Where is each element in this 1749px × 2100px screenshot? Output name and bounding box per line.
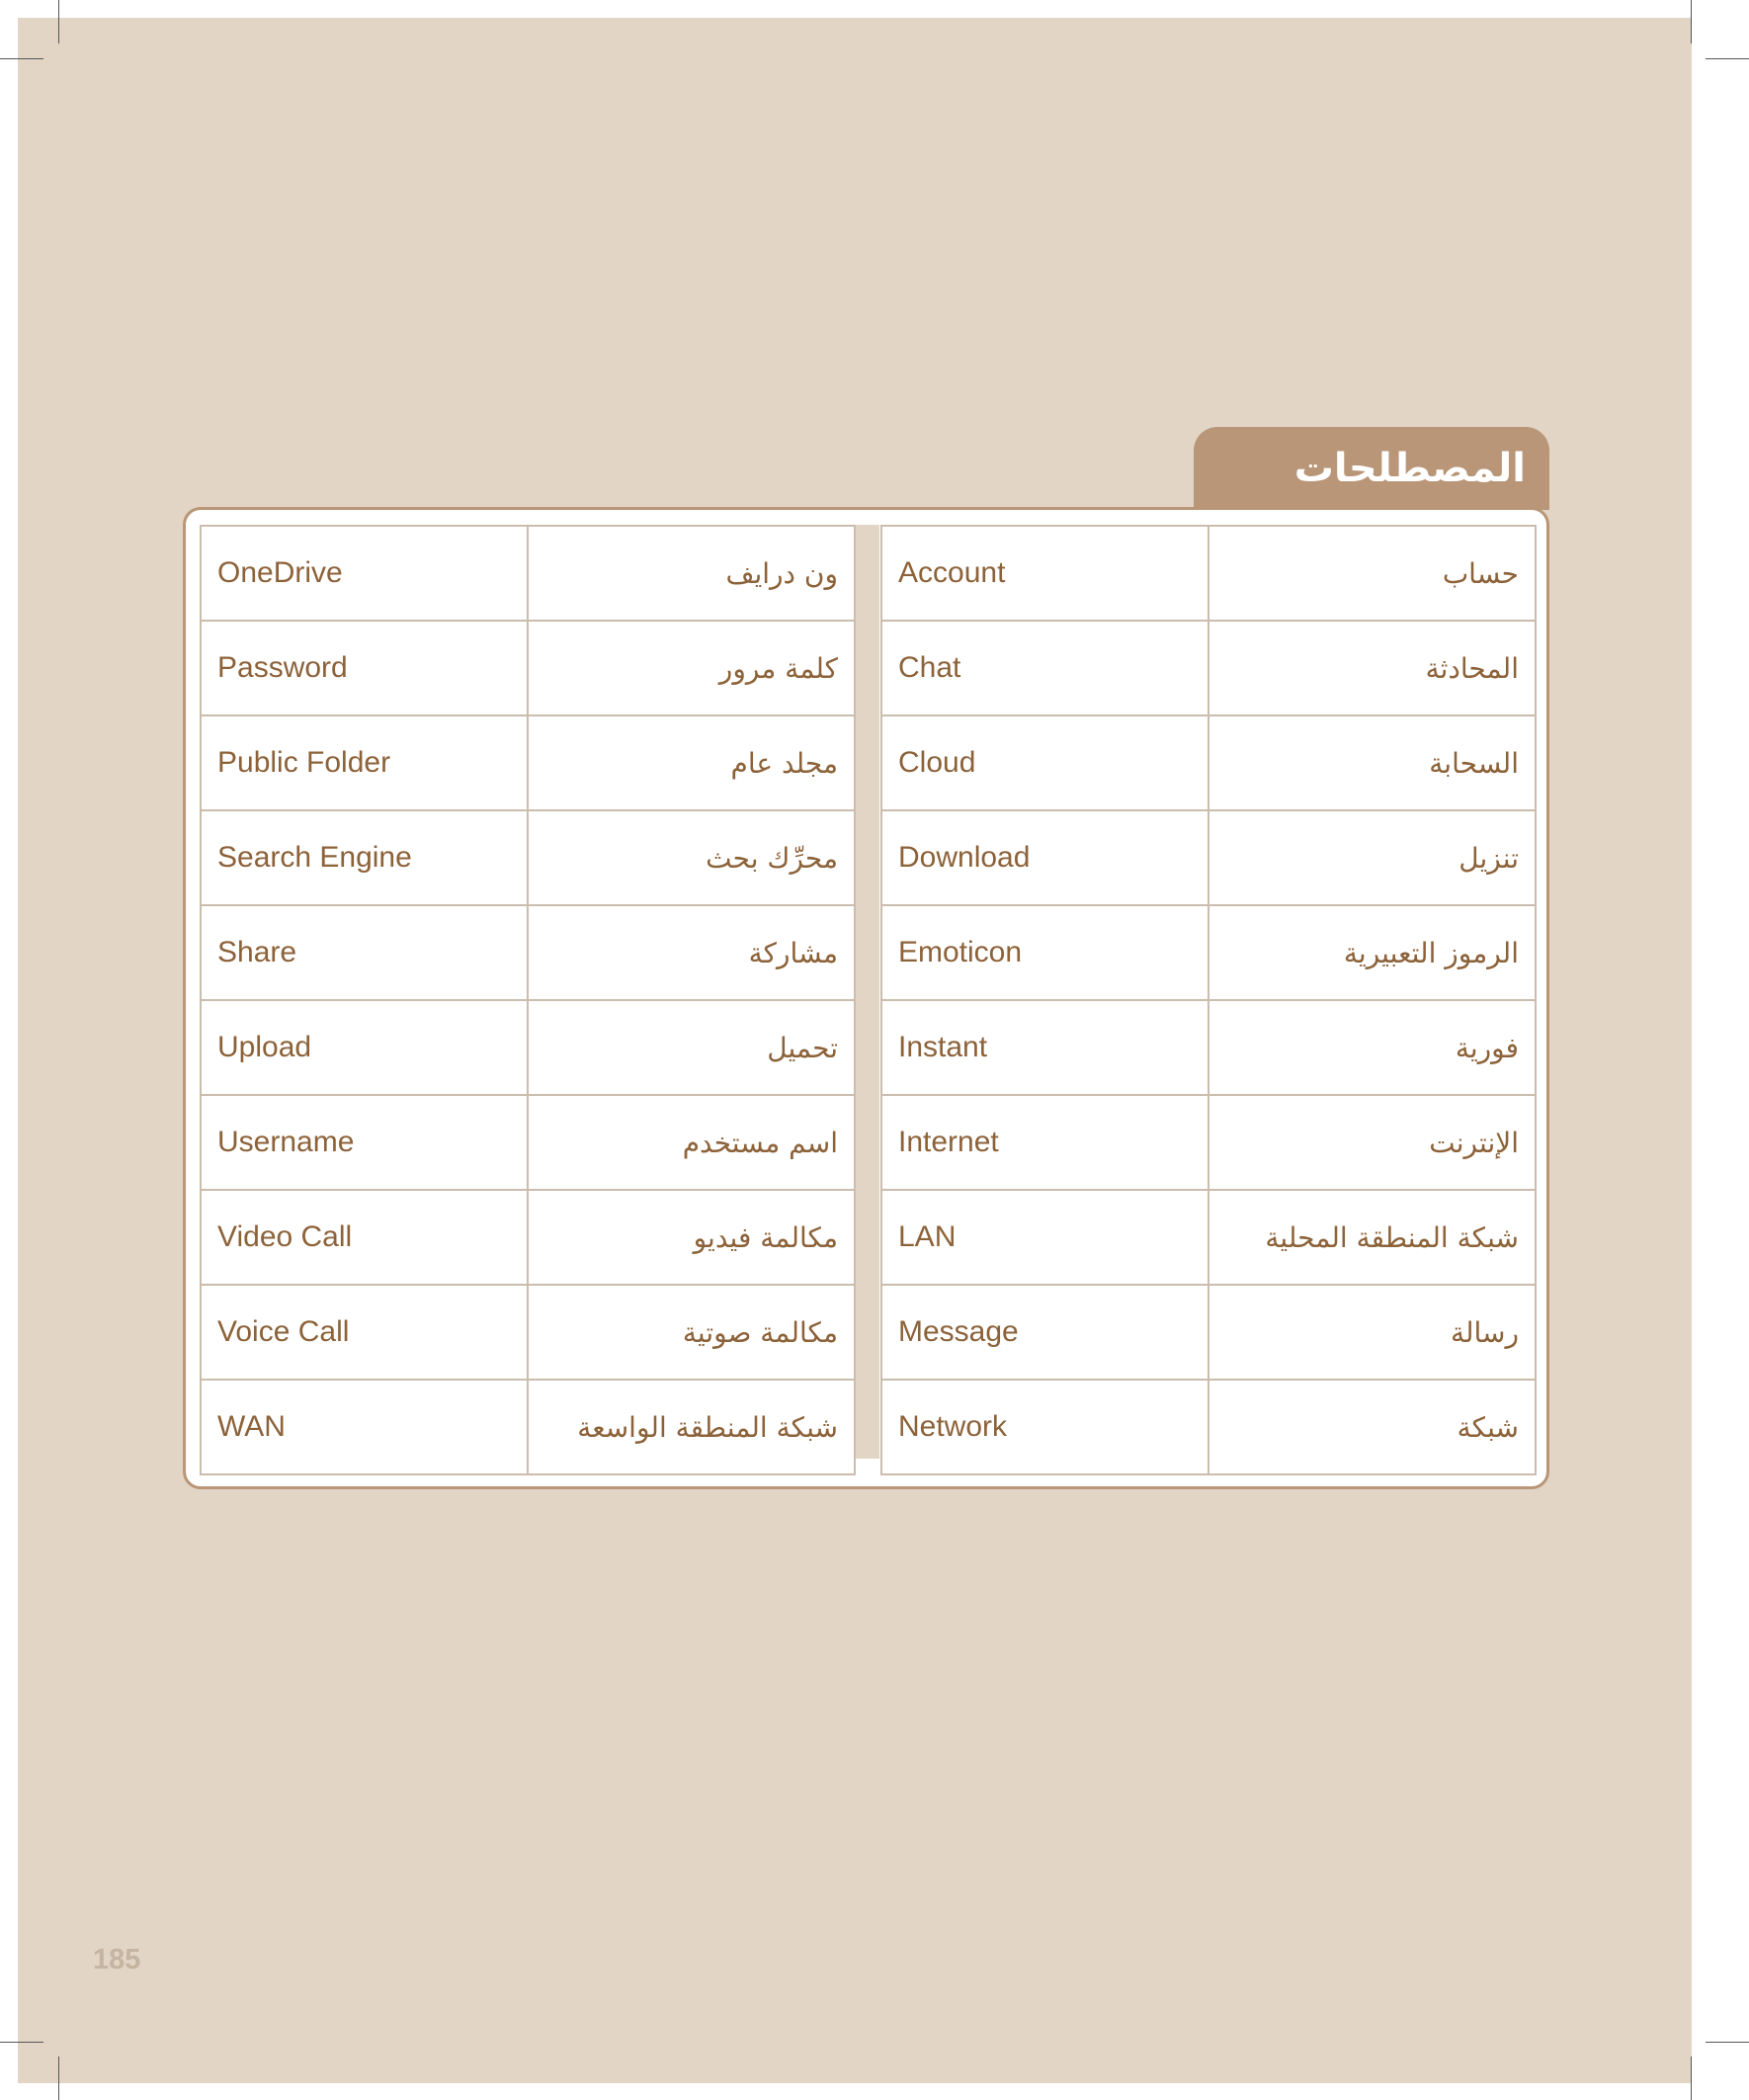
term-arabic: تنزيل	[1208, 810, 1536, 905]
term-english: Network	[881, 1380, 1208, 1474]
term-arabic: شبكة المنطقة المحلية	[1208, 1190, 1536, 1285]
term-arabic: الرموز التعبيرية	[1208, 905, 1536, 1000]
term-arabic: تحميل	[528, 1000, 855, 1095]
term-arabic: ون درايف	[528, 526, 855, 621]
term-english: Cloud	[881, 715, 1208, 810]
table-row	[881, 1380, 1536, 1474]
term-english: OneDrive	[201, 526, 528, 621]
term-english: Video Call	[201, 1190, 528, 1285]
glossary-table-left	[200, 525, 856, 1475]
table-row	[881, 1000, 1536, 1095]
term-english: Emoticon	[881, 905, 1208, 1000]
term-arabic: مجلد عام	[528, 715, 855, 810]
table-row	[201, 1095, 855, 1190]
term-english: Username	[201, 1095, 528, 1190]
term-arabic: السحابة	[1208, 715, 1536, 810]
term-arabic: كلمة مرور	[528, 621, 855, 715]
glossary-title-tab	[1194, 427, 1549, 510]
term-english: Account	[881, 526, 1208, 621]
term-english: Password	[201, 621, 528, 715]
table-row	[881, 1285, 1536, 1380]
term-english: Instant	[881, 1000, 1208, 1095]
page-number: 185	[93, 1944, 141, 1975]
table-row	[881, 621, 1536, 715]
term-english: Share	[201, 905, 528, 1000]
table-row	[201, 1380, 855, 1474]
table-row	[201, 526, 855, 621]
term-arabic: حساب	[1208, 526, 1536, 621]
crop-mark	[1706, 2042, 1749, 2043]
crop-mark	[58, 0, 59, 43]
term-english: Internet	[881, 1095, 1208, 1190]
crop-mark	[58, 2057, 59, 2100]
term-english: Upload	[201, 1000, 528, 1095]
term-english: LAN	[881, 1190, 1208, 1285]
term-arabic: فورية	[1208, 1000, 1536, 1095]
term-english: Chat	[881, 621, 1208, 715]
table-row	[201, 1000, 855, 1095]
term-english: Public Folder	[201, 715, 528, 810]
term-english: Voice Call	[201, 1285, 528, 1380]
table-divider	[855, 525, 879, 1459]
table-row	[881, 715, 1536, 810]
table-row	[881, 905, 1536, 1000]
crop-mark	[0, 58, 43, 59]
term-arabic: رسالة	[1208, 1285, 1536, 1380]
table-row	[201, 905, 855, 1000]
term-english: Download	[881, 810, 1208, 905]
glossary-title: المصطلحات	[1293, 446, 1526, 491]
term-arabic: محرِّك بحث	[528, 810, 855, 905]
table-row	[881, 526, 1536, 621]
term-arabic: شبكة	[1208, 1380, 1536, 1474]
table-row	[881, 810, 1536, 905]
term-arabic: مكالمة صوتية	[528, 1285, 855, 1380]
term-arabic: مشاركة	[528, 905, 855, 1000]
glossary-table-right	[880, 525, 1537, 1475]
term-arabic: الإنترنت	[1208, 1095, 1536, 1190]
table-row	[881, 1190, 1536, 1285]
term-arabic: اسم مستخدم	[528, 1095, 855, 1190]
crop-mark	[1691, 2057, 1692, 2100]
term-english: Message	[881, 1285, 1208, 1380]
table-row	[201, 1190, 855, 1285]
table-row	[881, 1095, 1536, 1190]
table-row	[201, 1285, 855, 1380]
crop-mark	[0, 2042, 43, 2043]
crop-mark	[1706, 58, 1749, 59]
term-arabic: مكالمة فيديو	[528, 1190, 855, 1285]
table-row	[201, 810, 855, 905]
crop-mark	[1691, 0, 1692, 43]
term-arabic: شبكة المنطقة الواسعة	[528, 1380, 855, 1474]
term-arabic: المحادثة	[1208, 621, 1536, 715]
table-row	[201, 715, 855, 810]
term-english: Search Engine	[201, 810, 528, 905]
table-row	[201, 621, 855, 715]
term-english: WAN	[201, 1380, 528, 1474]
